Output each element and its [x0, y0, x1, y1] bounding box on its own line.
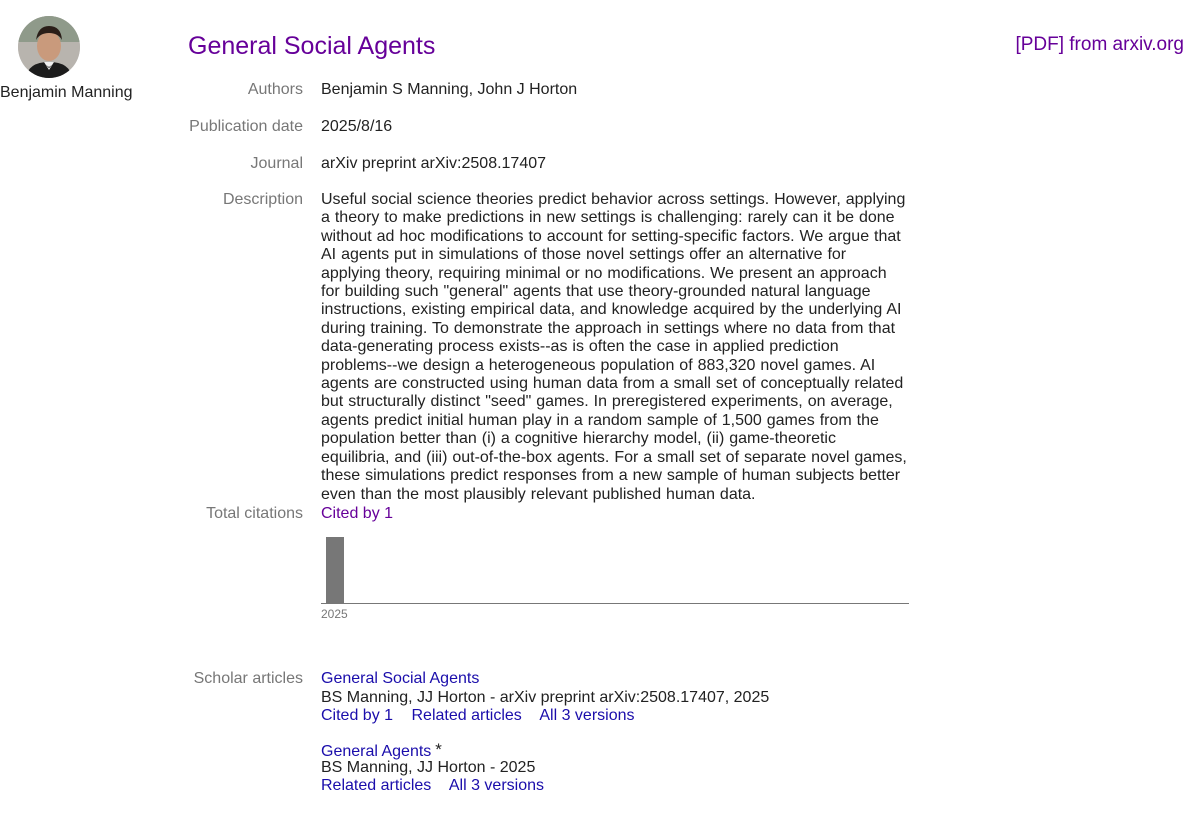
chart-bar-2025[interactable] [326, 537, 344, 603]
journal-label: Journal [250, 155, 303, 172]
avatar[interactable] [18, 16, 80, 78]
scholar-cited-by-link[interactable]: Cited by 1 [321, 707, 394, 724]
scholar-all-versions-link-2[interactable]: All 3 versions [448, 777, 544, 794]
scholar-article-title-1[interactable]: General Social Agents [321, 670, 480, 687]
scholar-article-links-2 [321, 777, 558, 795]
pubdate-value: 2025/8/16 [321, 118, 393, 135]
scholar-articles-label: Scholar articles [193, 670, 303, 687]
pdf-link[interactable]: [PDF] from arxiv.org [1015, 34, 1184, 55]
description-label: Description [222, 191, 303, 208]
scholar-article-2 [321, 740, 442, 761]
cited-by-link[interactable]: Cited by 1 [321, 505, 394, 522]
scholar-related-articles-link-2[interactable]: Related articles [321, 777, 432, 794]
authors-label: Authors [247, 81, 303, 98]
asterisk-icon: * [435, 740, 442, 759]
pubdate-label: Publication date [189, 118, 303, 135]
citations-label: Total citations [206, 505, 303, 522]
authors-value: Benjamin S Manning, John J Horton [321, 81, 578, 98]
scholar-all-versions-link-1[interactable]: All 3 versions [539, 707, 635, 724]
scholar-article-meta-2: BS Manning, JJ Horton - 2025 [321, 759, 536, 776]
scholar-article-meta-1: BS Manning, JJ Horton - arXiv preprint arXiv:2508.17407, 2025 [321, 689, 770, 706]
scholar-article-links-1 [321, 707, 649, 725]
page-title[interactable]: General Social Agents [188, 32, 436, 60]
citations-chart [321, 530, 909, 625]
description-text: Useful social science theories predict behavior across settings. However, applying a theory to make predictions in new settings is challenging: rarely can it be done without ad hoc modifications to account for setting-specific factors. We argue that AI agents put in simulations of those novel settings offer an alternative for applying theory, requiring minimal or no modifications. We present an approach for building such "general" agents that use theory-grounded natural language instructions, existing empirical data, and knowledge acquired by the underlying AI during training. To demonstrate the approach in settings where no data from that data-generating process exists--as is often the case in applied prediction problems--we design a heterogeneous population of 883,320 novel games. AI agents are constructed using human data from a small set of conceptually related but structurally distinct "seed" games. In preregistered experiments, on average, agents predict initial human play in a random sample of 1,500 games from the population better than (i) a cognitive hierarchy model, (ii) game-theoretic equilibria, and (iii) out-of-the-box agents. For a small set of separate novel games, these simulations predict responses from a new sample of human subjects better even than the most plausibly relevant published human data. [321, 191, 907, 503]
scholar-related-articles-link-1[interactable]: Related articles [411, 707, 522, 724]
avatar-photo [18, 16, 80, 78]
scholar-article-title-2[interactable]: General Agents [321, 743, 432, 760]
journal-value: arXiv preprint arXiv:2508.17407 [321, 155, 547, 172]
chart-tick-label-2025: 2025 [321, 607, 348, 621]
profile-name[interactable]: Benjamin Manning [0, 84, 133, 101]
